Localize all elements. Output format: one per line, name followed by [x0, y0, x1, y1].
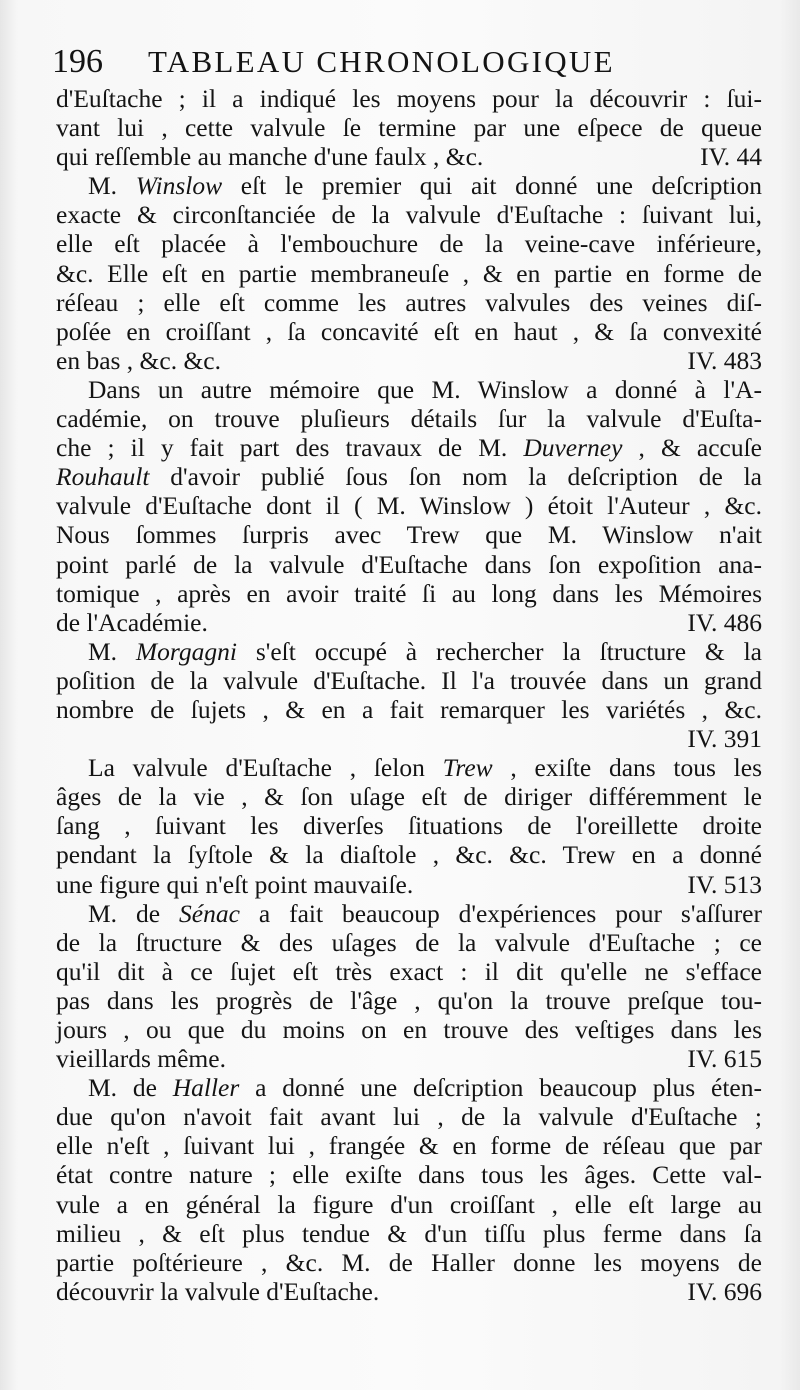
line-text: qu'il dit à ce ſujet eſt très exact : il dit qu'elle ne s'efface: [56, 956, 762, 986]
line-text: valvule d'Euſtache dont il ( M. Winslow ) étoit l'Auteur , &c.: [56, 491, 762, 521]
author-name: Duverney: [523, 433, 623, 463]
line-text: cadémie, on trouve pluſieurs détails ſur la valvule d'Euſta-: [56, 404, 762, 434]
text-line: [56, 666, 762, 695]
line-text: réſeau ; elle eſt comme les autres valvules des veines diſ-: [56, 287, 762, 317]
text-line: [56, 782, 762, 811]
text-line: [56, 404, 762, 433]
text-line: [56, 1248, 762, 1277]
line-text: M.: [88, 171, 136, 201]
text-line: [56, 346, 762, 375]
line-text: a donné une deſcription beaucoup plus éten-: [239, 1073, 762, 1103]
text-line: [56, 1102, 762, 1131]
line-text: âges de la vie , & ſon uſage eſt de diriger différemment le: [56, 782, 762, 812]
author-name: Morgagni: [135, 636, 237, 666]
line-text: M. de: [88, 898, 179, 928]
volume-reference: IV. 483: [687, 345, 762, 375]
line-text: de la ſtructure & des uſages de la valvule d'Euſtache ; ce: [56, 927, 762, 957]
text-line: [56, 491, 762, 520]
line-text: pas dans les progrès de l'âge , qu'on la trouve preſque tou-: [56, 985, 762, 1015]
line-text: due qu'on n'avoit fait avant lui , de la valvule d'Euſtache ;: [56, 1102, 762, 1132]
line-text: une figure qui n'eſt point mauvaiſe.: [56, 869, 414, 899]
text-line: [56, 1131, 762, 1160]
text-line: [56, 1190, 762, 1219]
text-line: [56, 259, 762, 288]
author-name: Winslow: [135, 171, 223, 201]
running-head: TABLEAU CHRONOLOGIQUE: [148, 44, 615, 79]
line-text: nombre de ſujets , & en a fait remarquer les variétés , &c.: [56, 694, 762, 724]
text-line: [56, 695, 762, 724]
text-line: [56, 229, 762, 258]
line-text: eſt le premier qui ait donné une deſcription: [222, 171, 762, 201]
text-line: [56, 1160, 762, 1189]
text-line: [56, 840, 762, 869]
text-line: [56, 171, 762, 200]
text-line: [56, 142, 762, 171]
page-header: [52, 38, 772, 86]
text-line: [56, 1073, 762, 1102]
line-text: exacte & circonſtanciée de la valvule d'Euſtache : ſuivant lui,: [56, 200, 762, 230]
text-line: [56, 1015, 762, 1044]
line-text: vule a en général la figure d'un croiſſant , elle eſt large au: [56, 1189, 762, 1219]
text-line: [56, 811, 762, 840]
author-name: Haller: [172, 1073, 240, 1103]
text-line: [56, 84, 762, 113]
text-line: [56, 899, 762, 928]
line-text: d'avoir publié ſous ſon nom la deſcription de la: [149, 462, 762, 492]
line-text: d'Euſtache ; il a indiqué les moyens pour la découvrir : ſui-: [56, 84, 762, 113]
line-text: qui reſſemble au manche d'une faulx , &c.: [56, 142, 484, 172]
text-line: [56, 1219, 762, 1248]
text-line: [56, 462, 762, 491]
line-text: jours , ou que du moins on en trouve des veſtiges dans les: [56, 1015, 762, 1044]
line-text: a fait beaucoup d'expériences pour s'aſſurer: [239, 898, 762, 928]
line-text: che ; il y fait part des travaux de M.: [56, 433, 524, 463]
line-text: vant lui , cette valvule ſe termine par une eſpece de queue: [56, 113, 762, 143]
line-text: poſée en croiſſant , ſa concavité eſt en haut , & ſa convexité: [56, 316, 762, 346]
text-line: [56, 288, 762, 317]
author-name: Sénac: [179, 898, 240, 928]
text-line: [56, 579, 762, 608]
line-text: tomique , après en avoir traité ſi au long dans les Mémoires: [56, 578, 762, 608]
line-text: état contre nature ; elle exiſte dans tous les âges. Cette val-: [56, 1160, 762, 1190]
text-line: [56, 113, 762, 142]
line-text: s'eſt occupé à rechercher la ſtructure & la: [236, 636, 762, 666]
text-line: [56, 753, 762, 782]
line-text: vieillards même.: [56, 1044, 226, 1074]
volume-reference: IV. 391: [687, 724, 762, 754]
text-line: [56, 1277, 762, 1306]
text-line: [56, 200, 762, 229]
text-line: [56, 928, 762, 957]
volume-reference: IV. 615: [687, 1044, 762, 1074]
line-text: poſition de la valvule d'Euſtache. Il l'a trouvée dans un grand: [56, 665, 762, 695]
line-text: M. de: [88, 1073, 173, 1103]
line-text: milieu , & eſt plus tendue & d'un tiſſu plus ferme dans ſa: [56, 1218, 762, 1248]
text-line: [56, 724, 762, 753]
line-text: elle n'eſt , ſuivant lui , frangée & en forme de réſeau que par: [56, 1131, 762, 1161]
text-line: [56, 986, 762, 1015]
line-text: M.: [88, 636, 136, 666]
text-line: [56, 1044, 762, 1073]
volume-reference: IV. 44: [700, 142, 762, 172]
author-name: Rouhault: [56, 462, 150, 492]
line-text: , exiſte dans tous les: [492, 753, 763, 783]
line-text: &c. Elle eſt en partie membraneuſe , & en partie en forme de: [56, 258, 762, 288]
line-text: Nous ſommes ſurpris avec Trew que M. Winslow n'ait: [56, 520, 762, 550]
line-text: Dans un autre mémoire que M. Winslow a donné à l'A-: [88, 374, 762, 404]
text-line: [56, 317, 762, 346]
line-text: elle eſt placée à l'embouchure de la veine-cave inférieure,: [56, 229, 762, 259]
line-text: , & accuſe: [622, 433, 762, 463]
line-text: La valvule d'Euſtache , ſelon: [88, 753, 443, 783]
volume-reference: IV. 486: [687, 607, 762, 637]
text-line: [56, 433, 762, 462]
author-name: Trew: [442, 753, 493, 783]
body-text: [56, 84, 762, 1306]
volume-reference: IV. 513: [687, 869, 762, 899]
line-text: en bas , &c. &c.: [56, 345, 221, 375]
page-number: 196: [52, 43, 103, 80]
text-line: [56, 520, 762, 549]
line-text: ſang , ſuivant les diverſes ſituations de l'oreillette droite: [56, 811, 762, 841]
text-line: [56, 608, 762, 637]
text-line: [56, 870, 762, 899]
text-line: [56, 957, 762, 986]
line-text: partie poſtérieure , &c. M. de Haller donne les moyens de: [56, 1247, 762, 1277]
line-text: découvrir la valvule d'Euſtache.: [56, 1276, 380, 1306]
line-text: point parlé de la valvule d'Euſtache dans ſon expoſition ana-: [56, 549, 762, 579]
line-text: de l'Académie.: [56, 607, 208, 637]
text-line: [56, 550, 762, 579]
text-line: [56, 637, 762, 666]
volume-reference: IV. 696: [687, 1276, 762, 1306]
text-line: [56, 375, 762, 404]
line-text: pendant la ſyſtole & la diaſtole , &c. &c. Trew en a donné: [56, 840, 762, 870]
